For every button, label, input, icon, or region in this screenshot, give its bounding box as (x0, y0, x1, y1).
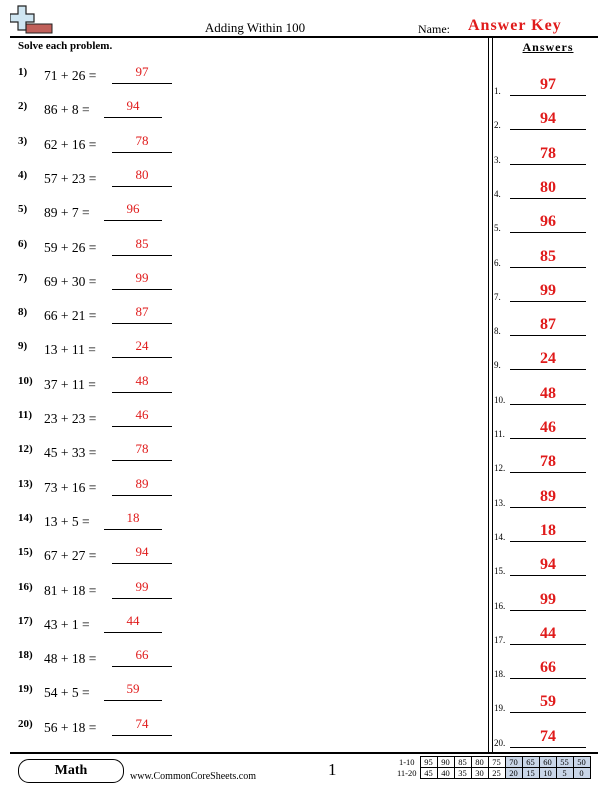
site-url: www.CommonCoreSheets.com (130, 771, 257, 782)
problem-number: 17) (18, 614, 33, 627)
problem-row (18, 647, 318, 671)
problem-expression: 67 + 27 = (44, 548, 97, 564)
answer-key-number: 18. (494, 669, 506, 680)
score-row (396, 768, 590, 779)
score-cell: 20 (505, 768, 522, 779)
score-range-label: 1-10 (398, 757, 415, 767)
answer-key-value: 18 (510, 522, 586, 542)
answer-key-number: 11. (494, 429, 505, 439)
problem-expression: 54 + 5 = (44, 685, 90, 701)
answer-key-row (494, 76, 600, 104)
answer-key-value: 96 (510, 213, 586, 233)
problem-number: 16) (18, 580, 33, 593)
answer-key-value: 99 (510, 282, 586, 302)
problem-row (18, 304, 318, 328)
problem-number: 3) (18, 134, 28, 147)
problem-row (18, 167, 318, 191)
name-label: Name: (418, 22, 450, 36)
score-row (396, 757, 590, 768)
problem-expression: 89 + 7 = (44, 205, 90, 221)
score-cell: 30 (471, 768, 488, 779)
score-cell: 0 (573, 768, 590, 779)
problem-row (18, 338, 318, 362)
answer-blank[interactable]: 96 (104, 201, 162, 221)
answer-key-number: 15. (494, 566, 506, 577)
answer-key-value: 66 (510, 659, 586, 679)
problem-expression: 69 + 30 = (44, 273, 97, 289)
answer-key-value: 80 (510, 179, 586, 199)
answer-blank[interactable]: 59 (104, 681, 162, 701)
score-cell: 5 (556, 768, 573, 779)
problem-expression: 45 + 33 = (44, 445, 97, 461)
answer-blank[interactable]: 46 (112, 407, 172, 427)
answer-key-number: 17. (494, 634, 506, 645)
answer-key-number: 14. (494, 531, 506, 542)
answer-key-number: 20. (494, 737, 506, 748)
answer-key-row (494, 282, 600, 310)
problem-number: 15) (18, 546, 33, 559)
score-cell: 85 (454, 757, 471, 768)
answer-blank[interactable]: 97 (112, 64, 172, 84)
answer-key-value: 85 (510, 248, 586, 268)
answer-blank[interactable]: 87 (112, 304, 172, 324)
problem-row (18, 201, 318, 225)
answer-key-row (494, 693, 600, 721)
problem-expression: 71 + 26 = (44, 68, 97, 83)
problem-expression: 13 + 5 = (44, 513, 90, 529)
answer-blank[interactable]: 94 (112, 544, 172, 564)
answer-key-row (494, 316, 600, 344)
problem-number: 1) (18, 66, 28, 78)
problem-number: 9) (18, 340, 28, 353)
problem-number: 8) (18, 306, 28, 319)
answer-blank[interactable]: 44 (104, 613, 162, 633)
problem-row (18, 407, 318, 431)
problem-row (18, 613, 318, 637)
problem-number: 20) (18, 717, 33, 730)
problem-expression: 23 + 23 = (44, 411, 97, 426)
problem-expression: 13 + 11 = (44, 342, 96, 358)
score-cell: 65 (522, 757, 539, 768)
problem-number: 10) (18, 374, 33, 387)
answer-key-row (494, 145, 600, 173)
score-cell: 80 (471, 757, 488, 768)
score-cell: 50 (573, 757, 590, 768)
problem-row (18, 373, 318, 397)
score-table (396, 756, 591, 779)
answer-key-value: 87 (510, 316, 586, 336)
answer-key-row (494, 110, 600, 138)
answer-key-value: 94 (510, 556, 586, 576)
answer-key-row (494, 248, 600, 276)
problem-expression: 37 + 11 = (44, 376, 96, 392)
problem-number: 11) (18, 409, 33, 421)
instructions: Solve each problem. (18, 40, 113, 52)
problem-number: 13) (18, 477, 33, 490)
problem-number: 6) (18, 237, 28, 250)
answer-key-number: 13. (494, 497, 506, 508)
score-cell: 35 (454, 768, 471, 779)
answer-key-number: 7. (494, 291, 501, 302)
score-cell: 90 (437, 757, 454, 768)
answer-blank[interactable]: 85 (112, 236, 172, 256)
problem-row (18, 716, 318, 740)
problem-expression: 66 + 21 = (44, 308, 97, 324)
answer-key-row (494, 179, 600, 207)
problem-row (18, 476, 318, 500)
problem-row (18, 681, 318, 705)
problem-expression: 86 + 8 = (44, 102, 90, 118)
score-cell: 95 (420, 757, 437, 768)
answer-key-row (494, 591, 600, 619)
answer-key-row (494, 522, 600, 550)
problem-row (18, 236, 318, 260)
problem-row (18, 544, 318, 568)
problem-number: 18) (18, 649, 33, 662)
footer-rule (10, 752, 598, 754)
answer-key-number: 3. (494, 154, 501, 165)
problem-expression: 57 + 23 = (44, 170, 97, 186)
problem-row (18, 98, 318, 122)
answer-key-number: 10. (494, 394, 506, 405)
problem-row (18, 133, 318, 157)
score-cell: 75 (488, 757, 505, 768)
answer-key-value: 46 (510, 419, 586, 439)
answer-key-value: 44 (510, 625, 586, 645)
answer-key-row (494, 453, 600, 481)
answer-blank[interactable]: 48 (112, 373, 172, 393)
score-cell: 15 (522, 768, 539, 779)
problem-row (18, 64, 318, 88)
answer-key-label: Answer Key (468, 17, 562, 34)
problem-expression: 62 + 16 = (44, 136, 97, 152)
answer-key-number: 19. (494, 703, 506, 714)
page-number: 1 (328, 760, 337, 779)
worksheet-title: Adding Within 100 (204, 20, 306, 35)
answer-key-row (494, 350, 600, 378)
answers-heading: Answers (522, 40, 574, 54)
answer-blank[interactable]: 24 (112, 338, 172, 358)
problem-row (18, 441, 318, 465)
answer-key-value: 59 (510, 693, 586, 713)
answer-key-value: 78 (510, 145, 586, 165)
answer-blank[interactable]: 89 (112, 476, 172, 496)
answer-key-value: 24 (510, 350, 586, 370)
answer-key-number: 9. (494, 360, 501, 371)
plus-logo-icon (10, 4, 54, 38)
problem-number: 14) (18, 511, 33, 524)
answer-blank[interactable]: 94 (104, 98, 162, 118)
problem-number: 2) (18, 100, 28, 113)
problem-expression: 81 + 18 = (44, 582, 97, 598)
answer-key-row (494, 385, 600, 413)
answer-key-value: 48 (510, 385, 586, 405)
score-range-label: 11-20 (397, 768, 417, 778)
problem-number: 7) (18, 271, 28, 284)
answer-key-row (494, 556, 600, 584)
answer-blank[interactable]: 80 (112, 167, 172, 187)
score-cell: 10 (539, 768, 556, 779)
answer-key-value: 99 (510, 591, 586, 611)
problem-expression: 43 + 1 = (44, 616, 90, 632)
answer-key-value: 89 (510, 488, 586, 508)
problem-expression: 59 + 26 = (44, 239, 97, 255)
problem-row (18, 510, 318, 534)
answer-blank[interactable]: 78 (112, 133, 172, 153)
answer-key-value: 94 (510, 110, 586, 130)
score-cell: 60 (539, 757, 556, 768)
answer-key-number: 1. (494, 86, 501, 96)
answer-key-number: 12. (494, 463, 506, 474)
problem-number: 4) (18, 168, 28, 181)
score-cell: 25 (488, 768, 505, 779)
problem-expression: 56 + 18 = (44, 719, 97, 735)
answer-key-row (494, 419, 600, 447)
answer-blank[interactable]: 78 (112, 441, 172, 461)
answer-key-number: 4. (494, 188, 501, 199)
answer-blank[interactable]: 18 (104, 510, 162, 530)
answer-key-row (494, 488, 600, 516)
answer-key-value: 78 (510, 453, 586, 473)
answer-key-number: 5. (494, 223, 501, 234)
problem-number: 19) (18, 683, 33, 696)
answer-blank[interactable]: 74 (112, 716, 172, 736)
answer-key-number: 2. (494, 120, 501, 131)
problem-expression: 73 + 16 = (44, 479, 97, 495)
answers-divider (488, 36, 493, 752)
problem-row (18, 270, 318, 294)
answer-key-row (494, 659, 600, 687)
score-cell: 40 (437, 768, 454, 779)
problem-number: 5) (18, 203, 28, 216)
answer-blank[interactable]: 99 (112, 579, 172, 599)
answer-key-number: 6. (494, 257, 501, 268)
header-rule (10, 36, 598, 38)
answer-key-value: 74 (510, 728, 586, 748)
score-cell: 45 (420, 768, 437, 779)
answer-key-number: 16. (494, 600, 506, 611)
score-cell: 55 (556, 757, 573, 768)
score-cell: 70 (505, 757, 522, 768)
answer-key-value: 97 (510, 76, 586, 96)
problem-number: 12) (18, 443, 33, 456)
answer-blank[interactable]: 66 (112, 647, 172, 667)
answer-key-row (494, 625, 600, 653)
math-badge: Math (18, 759, 124, 783)
problem-row (18, 579, 318, 603)
problem-expression: 48 + 18 = (44, 651, 97, 667)
answer-key-number: 8. (494, 326, 501, 337)
answer-blank[interactable]: 99 (112, 270, 172, 290)
answer-key-row (494, 213, 600, 241)
